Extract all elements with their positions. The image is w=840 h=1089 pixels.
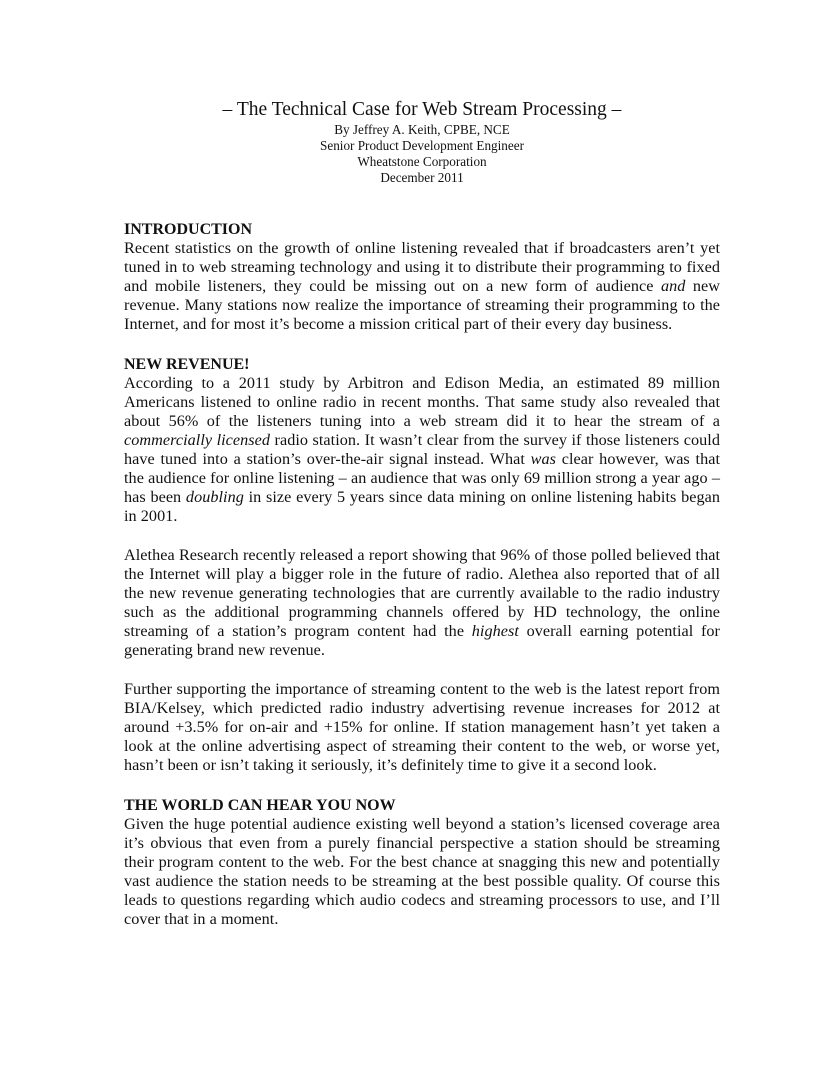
- body-paragraph: [124, 374, 720, 526]
- section-heading: NEW REVENUE!: [124, 356, 250, 373]
- body-paragraph: [124, 815, 720, 929]
- emphasized-text: and: [660, 277, 686, 295]
- body-paragraph: [124, 546, 720, 660]
- text-run: Further supporting the importance of streaming content to the web is the latest report from BIA/Kelsey, which predicted radio industry advertising revenue increases for 2012 at around +3.5% for on-air and +15% for online. If station management hasn’t yet taken a look at the online advertising aspect of streaming their content to the web, or worse yet, hasn’t been or isn’t taking it seriously, it’s definitely time to give it a second look.: [124, 680, 720, 774]
- text-run: new revenue. Many stations now realize the importance of streaming their programming to the Internet, and for most it’s become a mission critical part of their every day business.: [124, 277, 721, 333]
- text-run: clear however, was that the audience for online listening – an audience that was only 69 million strong a year ago – has been: [124, 450, 720, 506]
- emphasized-text: doubling: [185, 488, 244, 506]
- document-page: [124, 98, 720, 950]
- emphasized-text: commercially licensed: [124, 431, 271, 449]
- document-body: [124, 220, 720, 929]
- document-date: December 2011: [380, 170, 464, 185]
- text-run: Given the huge potential audience existing well beyond a station’s licensed coverage area it’s obvious that even from a purely financial perspective a station should be streaming their program content to the web. For the best chance at snagging this new and potentially vast audience the station needs to be streaming at the best possible quality. Of course this leads to questions regarding which audio codecs and streaming processors to use, and I’ll cover that in a moment.: [124, 815, 720, 928]
- text-run: radio station. It wasn’t clear from the survey if those listeners could have tuned into a station’s over-the-air signal instead. What: [124, 431, 720, 468]
- body-paragraph: [124, 239, 720, 334]
- title-block: [124, 98, 720, 186]
- text-run: Recent statistics on the growth of online listening revealed that if broadcasters aren’t yet tuned in to web streaming technology and using it to distribute their programming to fixed and mobile listeners, they could be missing out on a new form of audience: [124, 239, 720, 295]
- author-line: By Jeffrey A. Keith, CPBE, NCE: [334, 122, 510, 137]
- section-heading: INTRODUCTION: [124, 221, 253, 238]
- text-run: in size every 5 years since data mining on online listening habits began in 2001.: [124, 488, 720, 525]
- author-position: Senior Product Development Engineer: [320, 138, 524, 153]
- section: [124, 796, 720, 929]
- document-title: – The Technical Case for Web Stream Processing –: [222, 99, 622, 120]
- emphasized-text: was: [530, 450, 556, 468]
- section: [124, 220, 720, 334]
- text-run: According to a 2011 study by Arbitron and Edison Media, an estimated 89 million Americans listened to online radio in recent months. That same study also revealed that about 56% of the listeners tuning into a web stream did it to hear the stream of a: [124, 374, 720, 430]
- body-paragraph: [124, 680, 720, 775]
- author-company: Wheatstone Corporation: [357, 154, 487, 169]
- text-run: Alethea Research recently released a report showing that 96% of those polled believed that the Internet will play a bigger role in the future of radio. Alethea also reported that of all the new revenue generating technologies that are currently available to the radio industry such as the additional programming channels offered by HD technology, the online streaming of a station’s program content had the: [124, 546, 720, 640]
- text-run: overall earning potential for generating brand new revenue.: [124, 622, 720, 659]
- emphasized-text: highest: [471, 622, 519, 640]
- section: [124, 355, 720, 775]
- section-heading: THE WORLD CAN HEAR YOU NOW: [124, 797, 396, 814]
